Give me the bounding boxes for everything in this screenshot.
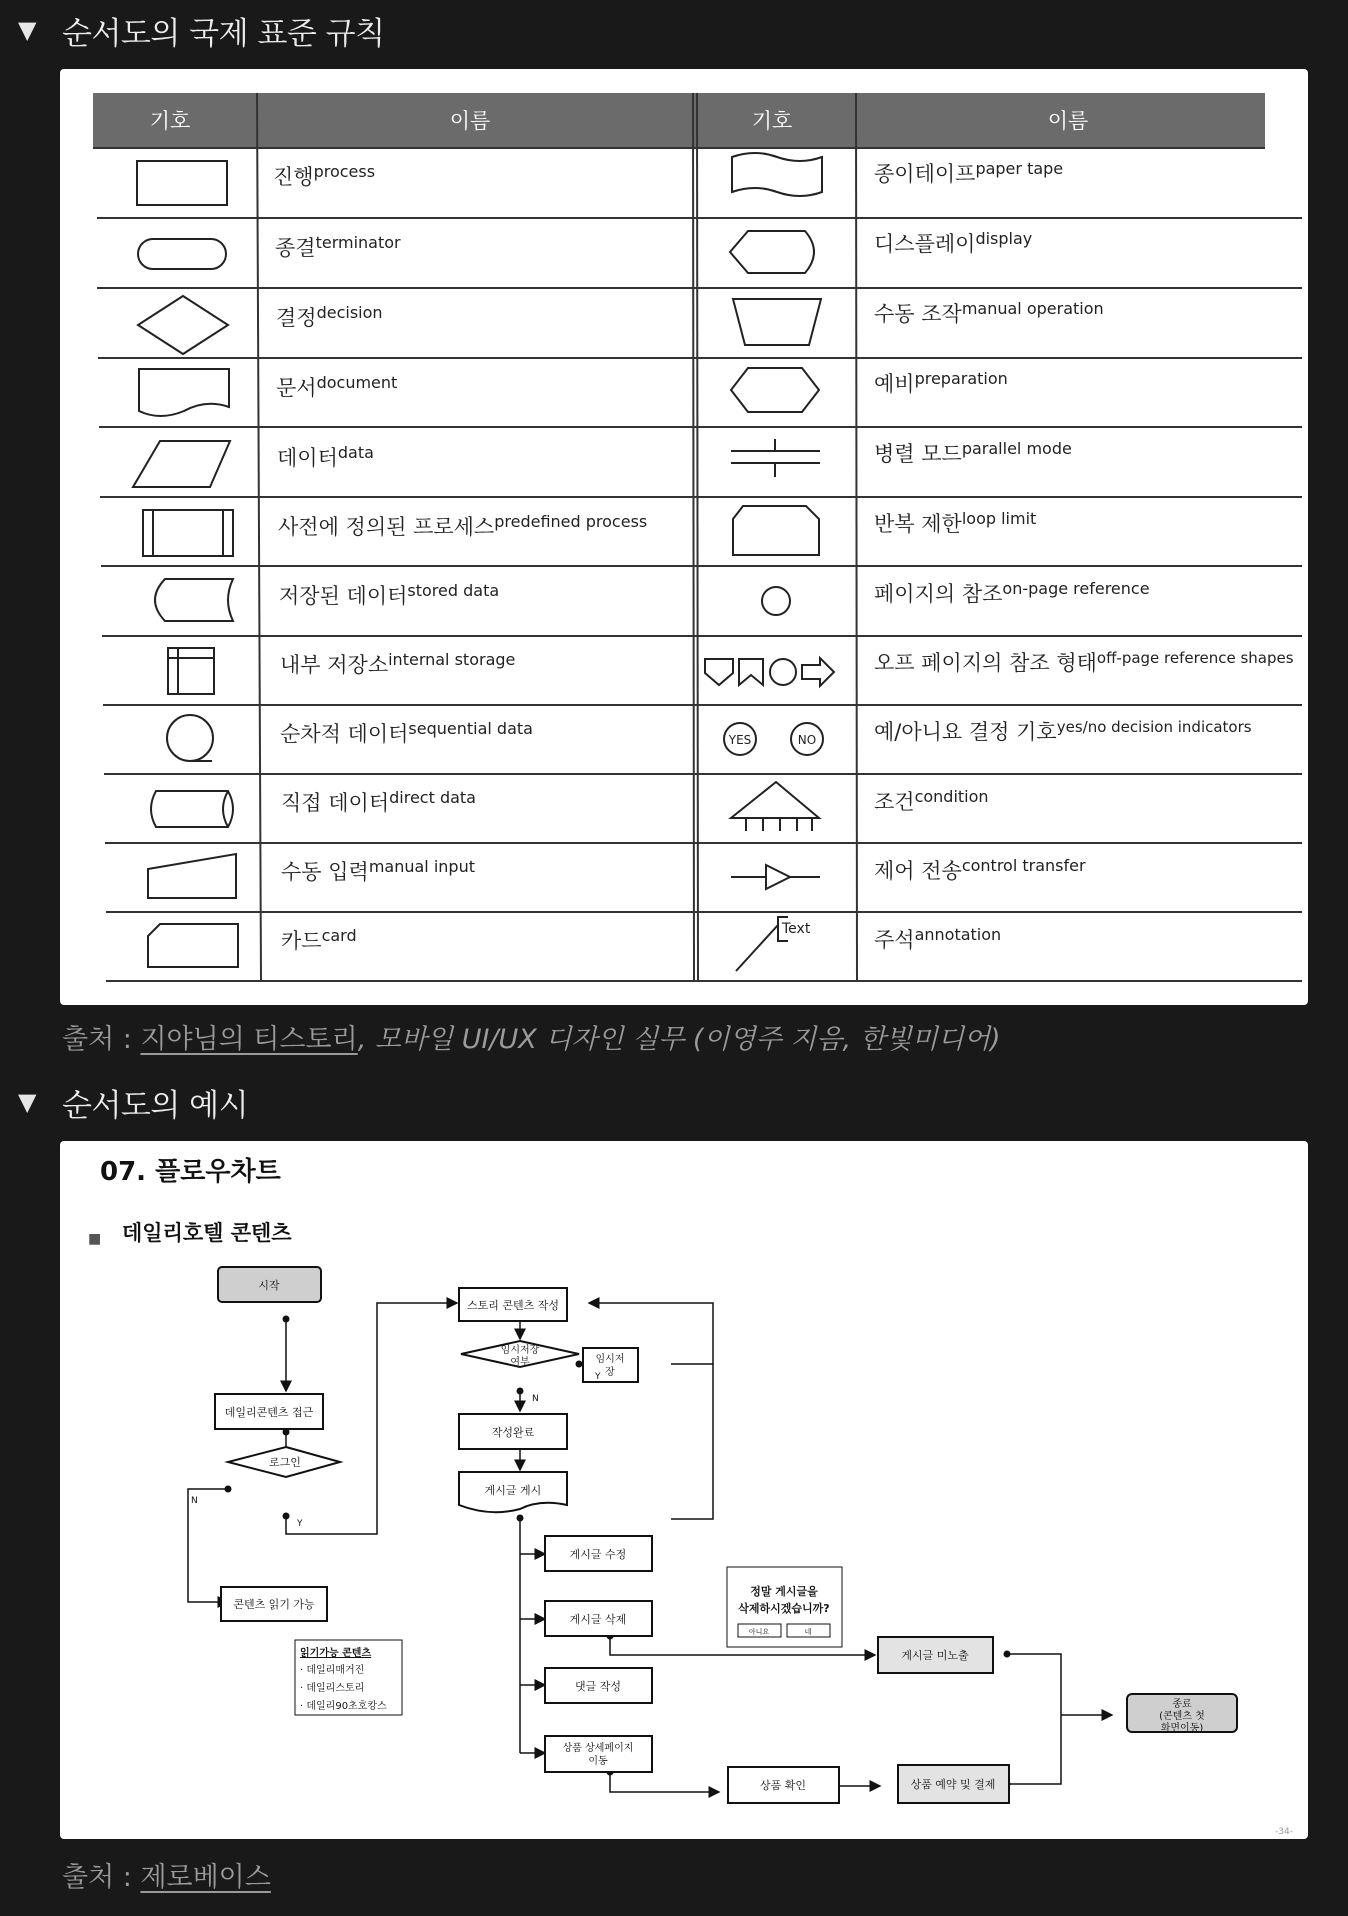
svg-text:Y: Y: [297, 1519, 303, 1529]
svg-text:임시저장: 임시저장: [500, 1345, 540, 1356]
svg-text:내부 저장소internal storage: 내부 저장소internal storage: [280, 650, 516, 677]
section-title: 순서도의 국제 표준 규칙: [62, 15, 385, 52]
off-page-shape-4-icon: [802, 658, 834, 686]
paper-tape-symbol-icon: [732, 153, 822, 196]
svg-text:게시글 게시: 게시글 게시: [484, 1484, 542, 1497]
svg-text:카드card: 카드card: [281, 926, 357, 953]
svg-text:저장된 데이터stored data: 저장된 데이터stored data: [279, 581, 500, 608]
decision-symbol-icon: [138, 296, 228, 354]
svg-text:데이터data: 데이터data: [277, 443, 374, 470]
manual-operation-symbol-icon: [733, 299, 821, 345]
toggle-triangle-icon[interactable]: ▼: [18, 16, 37, 44]
svg-text:임시저: 임시저: [595, 1354, 625, 1365]
tistory-link[interactable]: 지야님의 티스토리: [140, 1024, 358, 1055]
svg-text:여부: 여부: [510, 1357, 530, 1368]
svg-text:종료: 종료: [1172, 1699, 1192, 1710]
svg-text:작성완료: 작성완료: [491, 1426, 535, 1439]
svg-text:시작: 시작: [258, 1279, 280, 1292]
svg-text:로그인: 로그인: [269, 1456, 301, 1469]
svg-text:오프 페이지의 참조 형태off-page referenc: 오프 페이지의 참조 형태off-page reference shapes: [874, 649, 1294, 675]
svg-text:삭제하시겠습니까?: 삭제하시겠습니까?: [738, 1602, 830, 1615]
svg-text:예/아니요 결정 기호yes/no decision ind: 예/아니요 결정 기호yes/no decision indicators: [874, 718, 1252, 744]
flowchart-heading: 07. 플로우차트: [100, 1157, 281, 1187]
svg-text:예비preparation: 예비preparation: [874, 369, 1008, 396]
svg-text:· 데일리스토리: · 데일리스토리: [300, 1683, 365, 1694]
svg-text:네: 네: [804, 1628, 812, 1636]
svg-text:사전에 정의된 프로세스predefined process: 사전에 정의된 프로세스predefined process: [278, 512, 648, 539]
flowchart-symbols-image: [60, 69, 1308, 1005]
zerobase-link[interactable]: 제로베이스: [140, 1862, 271, 1893]
terminator-symbol-icon: [138, 239, 226, 269]
flowchart-diagram: [60, 1141, 1308, 1839]
manual-input-symbol-icon: [148, 854, 236, 898]
svg-text:수동 입력manual input: 수동 입력manual input: [281, 857, 475, 884]
loop-limit-symbol-icon: [733, 506, 819, 555]
svg-text:병렬 모드parallel mode: 병렬 모드parallel mode: [874, 439, 1072, 466]
svg-text:읽기가능 콘텐츠: 읽기가능 콘텐츠: [300, 1648, 372, 1659]
svg-text:스토리 콘텐츠 작성: 스토리 콘텐츠 작성: [466, 1299, 560, 1312]
bullet-icon: ■: [88, 1231, 102, 1247]
off-page-shape-2-icon: [739, 659, 763, 685]
svg-text:직접 데이터direct data: 직접 데이터direct data: [281, 788, 476, 815]
display-symbol-icon: [730, 231, 814, 273]
svg-text:NO: NO: [797, 733, 817, 747]
svg-text:N: N: [532, 1394, 539, 1404]
card-symbol-icon: [148, 924, 238, 967]
section-title: 순서도의 예시: [62, 1087, 249, 1124]
flowchart-subheading: 데일리호텔 콘텐츠: [122, 1221, 292, 1245]
header-symbol: 기호: [149, 109, 191, 133]
svg-text:YES: YES: [728, 733, 752, 747]
source-caption-1: 출처 : 지야님의 티스토리, 모바일 UI/UX 디자인 실무 (이영주 지음, 한빛미디어): [62, 1024, 1001, 1055]
svg-text:장: 장: [605, 1367, 615, 1378]
svg-text:아니요: 아니요: [748, 1628, 770, 1636]
svg-text:데일리콘텐츠 접근: 데일리콘텐츠 접근: [224, 1406, 314, 1419]
header-symbol-2: 기호: [751, 109, 793, 133]
svg-text:반복 제한loop limit: 반복 제한loop limit: [874, 509, 1037, 536]
svg-text:(콘텐츠 첫: (콘텐츠 첫: [1159, 1711, 1205, 1722]
off-page-shape-3-icon: [770, 659, 796, 685]
svg-text:Text: Text: [782, 921, 811, 937]
svg-text:게시글 미노출: 게시글 미노출: [901, 1649, 969, 1662]
process-symbol-icon: [137, 161, 227, 205]
svg-text:게시글 수정: 게시글 수정: [569, 1548, 627, 1561]
condition-symbol-icon: [731, 782, 819, 818]
svg-text:조건condition: 조건condition: [874, 787, 989, 814]
header-name: 이름: [449, 109, 491, 133]
off-page-shape-1-icon: [705, 659, 733, 685]
svg-text:주석annotation: 주석annotation: [874, 925, 1002, 952]
sequential-data-symbol-icon: [167, 715, 213, 761]
svg-text:· 데일리매거진: · 데일리매거진: [300, 1665, 365, 1676]
svg-text:콘텐츠 읽기 가능: 콘텐츠 읽기 가능: [233, 1598, 315, 1611]
stored-data-symbol-icon: [155, 579, 233, 621]
svg-text:종이테이프paper tape: 종이테이프paper tape: [874, 159, 1064, 186]
internal-storage-symbol-icon: [168, 648, 214, 694]
book-citation: 모바일 UI/UX 디자인 실무 (이영주 지음, 한빛미디어): [374, 1024, 1001, 1055]
toggle-flowchart-example[interactable]: [18, 1077, 248, 1127]
toggle-standard-rules[interactable]: [18, 5, 385, 55]
svg-text:제어 전송control transfer: 제어 전송control transfer: [874, 856, 1086, 883]
svg-text:게시글 삭제: 게시글 삭제: [569, 1613, 627, 1626]
source-caption-2: 출처 : 제로베이스: [62, 1862, 271, 1893]
svg-text:댓글 작성: 댓글 작성: [574, 1680, 622, 1693]
direct-data-symbol-icon: [151, 791, 233, 827]
svg-text:결정decision: 결정decision: [276, 303, 383, 330]
svg-text:· 데일리90초호캉스: · 데일리90초호캉스: [300, 1701, 387, 1712]
svg-text:상품 확인: 상품 확인: [759, 1779, 807, 1792]
header-name-2: 이름: [1047, 109, 1089, 133]
svg-text:순차적 데이터sequential data: 순차적 데이터sequential data: [280, 719, 533, 746]
page-number: -34-: [1275, 1827, 1293, 1837]
preparation-symbol-icon: [731, 368, 819, 412]
svg-text:Y: Y: [595, 1372, 601, 1382]
svg-text:N: N: [191, 1496, 198, 1506]
svg-text:종결terminator: 종결terminator: [275, 233, 401, 260]
svg-text:문서document: 문서document: [276, 373, 398, 400]
on-page-reference-symbol-icon: [762, 587, 790, 615]
data-symbol-icon: [133, 441, 230, 487]
svg-text:수동 조작manual operation: 수동 조작manual operation: [874, 299, 1104, 326]
svg-text:페이지의 참조on-page reference: 페이지의 참조on-page reference: [874, 579, 1150, 606]
svg-text:디스플레이display: 디스플레이display: [874, 229, 1033, 256]
flowchart-example-image: [60, 1141, 1308, 1839]
symbols-table: [60, 69, 1308, 1005]
toggle-triangle-icon[interactable]: ▼: [18, 1088, 37, 1116]
document-symbol-icon: [139, 369, 229, 416]
svg-text:정말 게시글을: 정말 게시글을: [750, 1585, 818, 1598]
svg-text:진행process: 진행process: [273, 162, 376, 189]
svg-text:상품 예약 및 결제: 상품 예약 및 결제: [910, 1778, 996, 1791]
svg-text:상품 상세페이지: 상품 상세페이지: [562, 1743, 634, 1754]
svg-text:이동: 이동: [588, 1756, 608, 1767]
svg-text:화면이동): 화면이동): [1160, 1723, 1204, 1734]
predefined-process-symbol-icon: [143, 510, 233, 556]
annotation-symbol-icon: [736, 925, 778, 971]
